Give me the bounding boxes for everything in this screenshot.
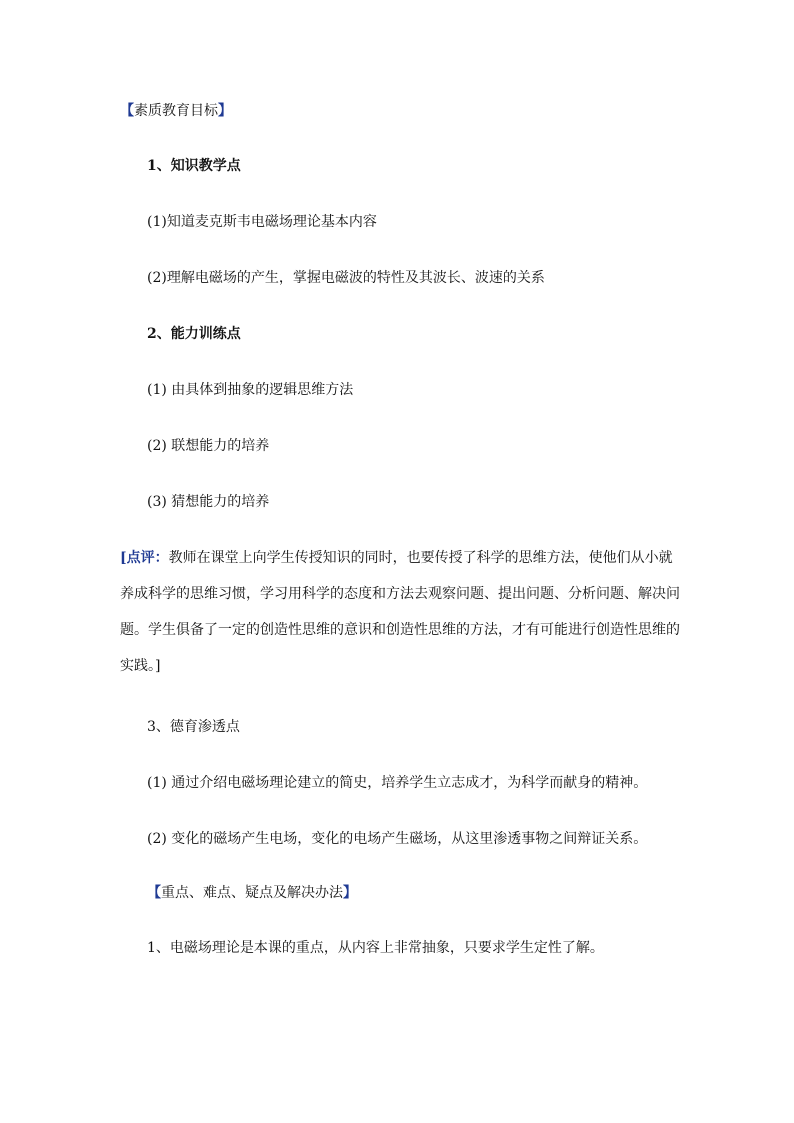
moral-item-2: (2) 变化的磁场产生电场，变化的电场产生磁场，从这里渗透事物之间辩证关系。 xyxy=(147,831,648,847)
ability-item-2: (2) 联想能力的培养 xyxy=(147,438,270,454)
moral-item-1: (1) 通过介绍电磁场理论建立的简史，培养学生立志成才，为科学而献身的精神。 xyxy=(147,775,648,791)
comment-line-4: 实践。] xyxy=(120,658,161,674)
section-title-text: 重点、难点、疑点及解决办法 xyxy=(161,885,343,901)
bracket-open: 【 xyxy=(147,885,161,901)
key-point-item-1: 1、电磁场理论是本课的重点，从内容上非常抽象，只要求学生定性了解。 xyxy=(147,940,604,956)
section-title-key-points xyxy=(147,884,357,902)
ability-item-3: (3) 猜想能力的培养 xyxy=(147,494,270,510)
bracket-open: 【 xyxy=(120,103,134,119)
bracket-close: 】 xyxy=(218,103,232,119)
comment-line-3: 题。学生俱备了一定的创造性思维的意识和创造性思维的方法，才有可能进行创造性思维的 xyxy=(120,622,680,638)
knowledge-item-2: (2)理解电磁场的产生，掌握电磁波的特性及其波长、波速的关系 xyxy=(147,270,545,286)
comment-line-1: [点评：教师在课堂上向学生传授知识的同时，也要传授了科学的思维方法，使他们从小就 xyxy=(120,550,673,566)
comment-line-2: 养成科学的思维习惯，学习用科学的态度和方法去观察问题、提出问题、分析问题、解决问 xyxy=(120,586,680,602)
knowledge-item-1: (1)知道麦克斯韦电磁场理论基本内容 xyxy=(147,214,377,230)
section-title-quality-goals xyxy=(120,102,232,120)
subsection-title-knowledge: 1、知识教学点 xyxy=(147,158,241,174)
subsection-title-ability: 2、能力训练点 xyxy=(147,326,241,342)
ability-item-1: (1) 由具体到抽象的逻辑思维方法 xyxy=(147,382,354,398)
subsection-title-moral: 3、德育渗透点 xyxy=(147,719,240,735)
section-title-text: 素质教育目标 xyxy=(134,103,218,119)
comment-label: [点评： xyxy=(120,550,169,566)
bracket-close: 】 xyxy=(343,885,357,901)
comment-paragraph xyxy=(120,540,680,684)
